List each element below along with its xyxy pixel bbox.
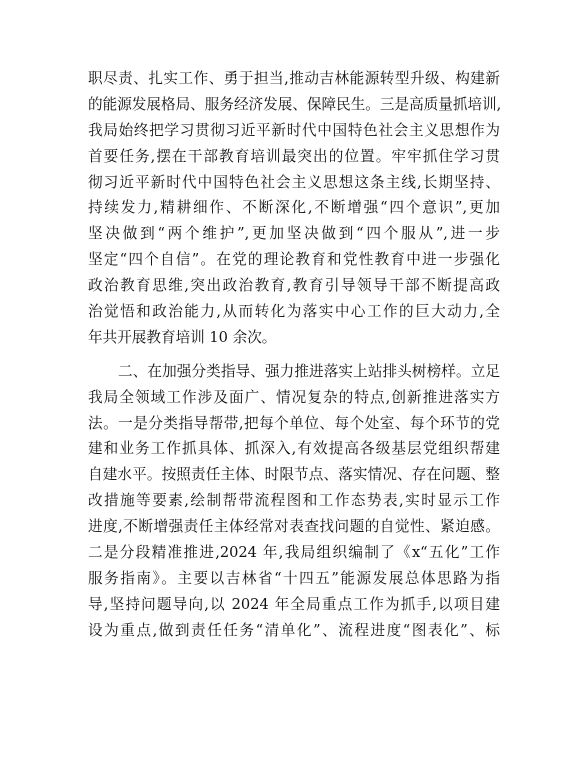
text-line: 坚决做到“两个维护”,更加坚决做到“四个服从”,进一步 <box>88 225 500 243</box>
text-line: 政治教育思维,突出政治教育,教育引导领导干部不断提高政 <box>88 277 500 295</box>
text-line: 自建水平。按照责任主体、时限节点、落实情况、存在问题、整 <box>88 466 500 484</box>
text-line: 彻习近平新时代中国特色社会主义思想这条主线,长期坚持、 <box>88 173 500 191</box>
text-line: 我局全领域工作涉及面广、情况复杂的特点,创新推进落实方 <box>88 388 500 406</box>
text-line: 治觉悟和政治能力,从而转化为落实中心工作的巨大动力,全 <box>88 303 500 321</box>
text-line: 二、在加强分类指导、强力推进落实上站排头树榜样。立足 <box>118 362 500 380</box>
text-line: 我局始终把学习贯彻习近平新时代中国特色社会主义思想作为 <box>88 121 500 139</box>
text-line: 持续发力,精耕细作、不断深化,不断增强“四个意识”,更加 <box>88 199 500 217</box>
text-line: 二是分段精准推进,2024 年,我局组织编制了《x“五化”工作 <box>88 544 500 562</box>
text-line: 设为重点,做到责任任务“清单化”、流程进度“图表化”、标 <box>88 621 500 639</box>
text-line: 年共开展教育培训 10 余次。 <box>88 328 277 346</box>
text-line: 建和业务工作抓具体、抓深入,有效提高各级基层党组织帮建 <box>88 440 500 458</box>
text-line: 服务指南》。主要以吉林省“十四五”能源发展总体思路为指 <box>88 569 500 587</box>
text-line: 首要任务,摆在干部教育培训最突出的位置。牢牢抓住学习贯 <box>88 147 500 165</box>
text-line: 进度,不断增强责任主体经常对表查找问题的自觉性、紧迫感。 <box>88 518 500 536</box>
paragraph-2 <box>88 359 500 644</box>
body-text <box>88 66 500 644</box>
text-line: 的能源发展格局、服务经济发展、保障民生。三是高质量抓培训, <box>88 95 502 113</box>
paragraph-1 <box>88 66 500 351</box>
text-line: 改措施等要素,绘制帮带流程图和工作态势表,实时显示工作 <box>88 492 500 510</box>
text-line: 坚定“四个自信”。在党的理论教育和党性教育中进一步强化 <box>88 251 500 269</box>
paragraph-gap <box>88 351 500 359</box>
text-line: 法。一是分类指导帮带,把每个单位、每个处室、每个环节的党 <box>88 414 500 432</box>
text-line: 导,坚持问题导向,以 2024 年全局重点工作为抓手,以项目建 <box>88 595 500 613</box>
text-line: 职尽责、扎实工作、勇于担当,推动吉林能源转型升级、构建新 <box>88 70 500 87</box>
